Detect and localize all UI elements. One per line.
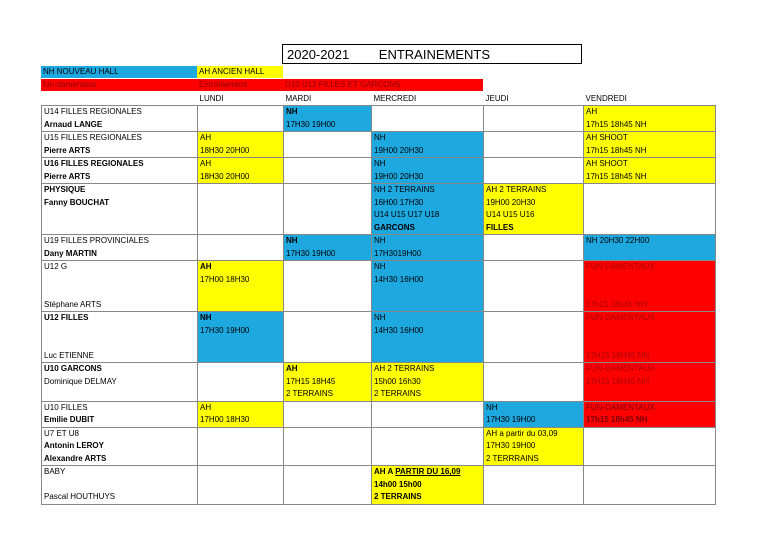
table-row: [42, 363, 716, 402]
legend-ah: AH ANCIEN HALL: [197, 66, 283, 78]
team-cell: U10 FILLES Emilie DUBIT: [42, 401, 198, 427]
team-cell: U16 FILLES REGIONALES Pierre ARTS: [42, 158, 198, 184]
table-row: [42, 132, 716, 158]
schedule-cell: AH SHOOT 17h15 18h45 NH: [584, 158, 716, 184]
schedule-cell: NH 17H3019H00: [372, 235, 484, 261]
day-header-row: [42, 93, 716, 106]
legend-entrainement: Entraînement: [197, 79, 283, 91]
schedule-cell: NH 17H30 19H00: [198, 312, 284, 363]
schedule-cell: AH 2 TERRAINS 15h00 16h30 2 TERRAINS: [372, 363, 484, 402]
schedule-cell: FUN-DAMENTAUX 17h15 18h45 NH: [584, 261, 716, 312]
table-row: [42, 184, 716, 235]
schedule-cell: NH 17H30 19H00: [284, 235, 372, 261]
schedule-cell: AH 17H00 18H30: [198, 401, 284, 427]
schedule-cell: NH 17H30 19H00: [484, 401, 584, 427]
schedule-cell: FUN-DAMENTAUX 17H15 18H45 NH: [584, 312, 716, 363]
table-row: [42, 427, 716, 466]
day-tuesday: MARDI: [285, 94, 312, 103]
schedule-cell: AH 18H30 20H00: [198, 158, 284, 184]
schedule-cell: AH 17H00 18H30: [198, 261, 284, 312]
title-label: ENTRAINEMENTS: [378, 47, 491, 62]
team-cell: U14 FILLES REGIONALES Arnaud LANGE: [42, 106, 198, 132]
title-box: [282, 44, 582, 64]
legend-nh: NH NOUVEAU HALL: [41, 66, 197, 78]
table-row: [42, 312, 716, 363]
table-row: [42, 106, 716, 132]
schedule-cell: AH A PARTIR DU 16,09 14h00 15h00 2 TERRAINS: [372, 466, 484, 505]
table-row: [42, 261, 716, 312]
schedule-cell: NH 17H30 19H00: [284, 106, 372, 132]
schedule-cell: AH 18H30 20H00: [198, 132, 284, 158]
team-cell: U12 FILLES Luc ETIENNE: [42, 312, 198, 363]
team-cell: U19 FILLES PROVINCIALES Dany MARTIN: [42, 235, 198, 261]
legend-fun: fun-damentaux: [41, 79, 197, 91]
team-cell: U10 GARCONS Dominique DELMAY: [42, 363, 198, 402]
schedule-cell: NH 2 TERRAINS 16H00 17H30 U14 U15 U17 U18 GARCONS: [372, 184, 484, 235]
schedule-table: [41, 93, 716, 505]
table-row: [42, 401, 716, 427]
schedule-cell: NH 20H30 22H00: [584, 235, 716, 261]
table-row: [42, 158, 716, 184]
team-cell: PHYSIQUE Fanny BOUCHAT: [42, 184, 198, 235]
season-label: 2020-2021: [287, 47, 350, 62]
schedule-cell: NH 14H30 16H00: [372, 312, 484, 363]
schedule-cell: FUN-DAMENTAUX 17H15 18H45 NH: [584, 363, 716, 402]
team-cell: U15 FILLES REGIONALES Pierre ARTS: [42, 132, 198, 158]
schedule-cell: AH a partir du 03,09 17H30 19H00 2 TERRRAINS: [484, 427, 584, 466]
day-monday: LUNDI: [199, 94, 224, 103]
day-wednesday: MERCREDI: [373, 94, 417, 103]
schedule-cell: FUN-DAMENTAUX 17h15 18h45 NH: [584, 401, 716, 427]
table-row: [42, 235, 716, 261]
schedule-cell: NH 19H00 20H30: [372, 158, 484, 184]
team-cell: U12 G Stéphane ARTS: [42, 261, 198, 312]
day-friday: VENDREDI: [585, 94, 627, 103]
team-cell: U7 ET U8 Antonin LEROY Alexandre ARTS: [42, 427, 198, 466]
schedule-cell: AH 17H15 18H45 2 TERRAINS: [284, 363, 372, 402]
day-thursday: JEUDI: [485, 94, 509, 103]
schedule-cell: AH 17h15 18h45 NH: [584, 106, 716, 132]
schedule-cell: AH 2 TERRAINS 19H00 20H30 U14 U15 U16 FILLES: [484, 184, 584, 235]
schedule-cell: NH 19H00 20H30: [372, 132, 484, 158]
table-row: [42, 466, 716, 505]
schedule-cell: NH 14H30 16H00: [372, 261, 484, 312]
legend-u10-u12: U10 U12 FILLES ET GARCONS: [283, 79, 483, 91]
schedule-cell: AH SHOOT 17h15 18h45 NH: [584, 132, 716, 158]
team-cell: BABY Pascal HOUTHUYS: [42, 466, 198, 505]
